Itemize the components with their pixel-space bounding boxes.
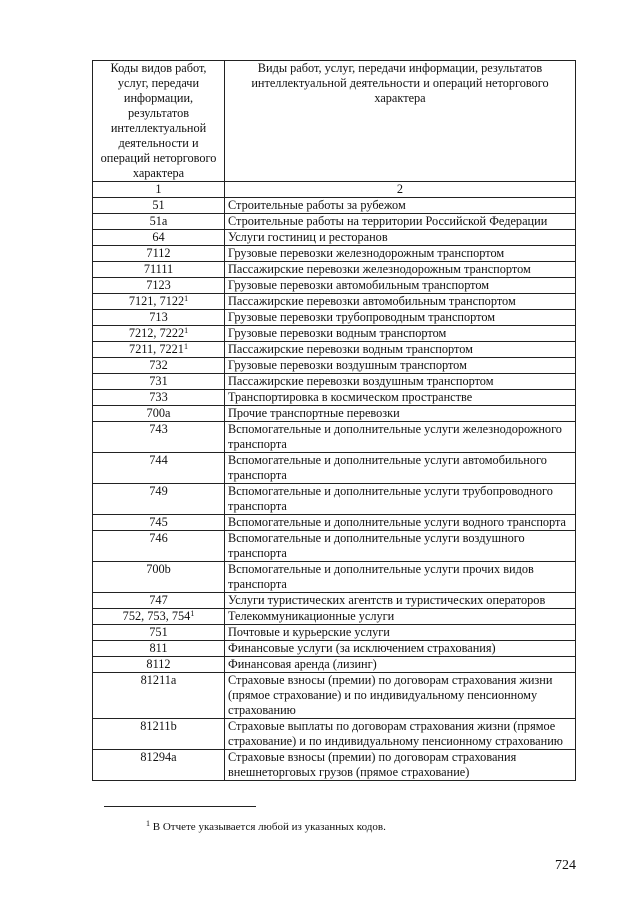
- row-code: [93, 719, 225, 750]
- table-row: [93, 390, 576, 406]
- table-row: [93, 310, 576, 326]
- row-description: Услуги гостиниц и ресторанов: [225, 230, 576, 246]
- row-description: Финансовая аренда (лизинг): [225, 657, 576, 673]
- table-row: [93, 294, 576, 310]
- table-row: [93, 406, 576, 422]
- row-description: Вспомогательные и дополнительные услуги автомобильного транспорта: [225, 453, 576, 484]
- column-number-row: [93, 182, 576, 198]
- row-code-text: 733: [149, 390, 168, 404]
- footnote-separator: [104, 806, 256, 807]
- row-code: [93, 294, 225, 310]
- row-code: [93, 562, 225, 593]
- row-code-text: 731: [149, 374, 168, 388]
- table-row: [93, 562, 576, 593]
- row-description: Грузовые перевозки трубопроводным транспортом: [225, 310, 576, 326]
- table-row: [93, 278, 576, 294]
- row-description: Вспомогательные и дополнительные услуги трубопроводного транспорта: [225, 484, 576, 515]
- row-description: Строительные работы за рубежом: [225, 198, 576, 214]
- row-description: Грузовые перевозки воздушным транспортом: [225, 358, 576, 374]
- row-description: Вспомогательные и дополнительные услуги воздушного транспорта: [225, 531, 576, 562]
- row-description: Пассажирские перевозки автомобильным транспортом: [225, 294, 576, 310]
- row-code: [93, 246, 225, 262]
- row-code: [93, 390, 225, 406]
- row-code-text: 81211b: [140, 719, 177, 733]
- row-code-text: 743: [149, 422, 168, 436]
- table-row: [93, 515, 576, 531]
- row-code: [93, 214, 225, 230]
- row-code: [93, 342, 225, 358]
- table-row: [93, 358, 576, 374]
- row-code: [93, 484, 225, 515]
- header-codes: Коды видов работ, услуг, передачи информации, результатов интеллектуальной деятельности и операций неторгового характера: [93, 61, 225, 182]
- row-code-text: 71111: [143, 262, 174, 276]
- table-row: [93, 641, 576, 657]
- row-code: [93, 230, 225, 246]
- row-code-text: 7211, 7221: [129, 342, 184, 356]
- table-row: [93, 374, 576, 390]
- row-code-text: 732: [149, 358, 168, 372]
- row-description: Страховые взносы (премии) по договорам страхования жизни (прямое страхование) и по индивидуальному пенсионному страхованию: [225, 673, 576, 719]
- row-description: Грузовые перевозки автомобильным транспортом: [225, 278, 576, 294]
- row-code-text: 752, 753, 754: [122, 609, 191, 623]
- footnote-text: В Отчете указывается любой из указанных кодов.: [150, 821, 386, 833]
- row-code-text: 7121, 7122: [128, 294, 185, 308]
- table-body: [93, 198, 576, 781]
- table-row: [93, 342, 576, 358]
- row-code: [93, 673, 225, 719]
- page-number: 724: [555, 858, 576, 873]
- row-code-footnote-marker: 1: [190, 609, 195, 618]
- row-code: [93, 750, 225, 781]
- row-code: [93, 198, 225, 214]
- table-row: [93, 625, 576, 641]
- footnote: [146, 821, 386, 833]
- row-code-text: 745: [149, 515, 168, 529]
- row-code-text: 7112: [146, 246, 171, 260]
- row-description: Пассажирские перевозки воздушным транспортом: [225, 374, 576, 390]
- table-row: [93, 246, 576, 262]
- row-code-text: 746: [149, 531, 168, 545]
- row-code-text: 51a: [149, 214, 168, 228]
- row-code: [93, 515, 225, 531]
- table-row: [93, 453, 576, 484]
- codes-table: [92, 60, 576, 781]
- row-code: [93, 326, 225, 342]
- table-row: [93, 673, 576, 719]
- table-row: [93, 719, 576, 750]
- row-code-text: 744: [149, 453, 168, 467]
- column-number-1: 1: [93, 182, 225, 198]
- row-description: Строительные работы на территории Российской Федерации: [225, 214, 576, 230]
- row-code: [93, 531, 225, 562]
- table-row: [93, 326, 576, 342]
- row-code-footnote-marker: 1: [184, 294, 189, 303]
- row-description: Страховые выплаты по договорам страхования жизни (прямое страхование) и по индивидуальному пенсионному страхованию: [225, 719, 576, 750]
- row-description: Телекоммуникационные услуги: [225, 609, 576, 625]
- table-header-row: [93, 61, 576, 182]
- row-code: [93, 422, 225, 453]
- row-description: Вспомогательные и дополнительные услуги железнодорожного транспорта: [225, 422, 576, 453]
- row-code-text: 8112: [146, 657, 171, 671]
- row-code: [93, 358, 225, 374]
- row-code-text: 811: [149, 641, 168, 655]
- table-row: [93, 422, 576, 453]
- row-code: [93, 406, 225, 422]
- row-description: Вспомогательные и дополнительные услуги прочих видов транспорта: [225, 562, 576, 593]
- table-row: [93, 214, 576, 230]
- table-row: [93, 484, 576, 515]
- column-number-2: 2: [225, 182, 576, 198]
- row-code: [93, 593, 225, 609]
- table-row: [93, 609, 576, 625]
- row-description: Пассажирские перевозки железнодорожным транспортом: [225, 262, 576, 278]
- row-code: [93, 625, 225, 641]
- row-code-text: 751: [149, 625, 168, 639]
- row-code-text: 700a: [146, 406, 171, 420]
- table-row: [93, 198, 576, 214]
- row-code-footnote-marker: 1: [184, 326, 189, 335]
- row-description: Финансовые услуги (за исключением страхования): [225, 641, 576, 657]
- row-code-text: 51: [152, 198, 165, 212]
- row-code: [93, 374, 225, 390]
- row-code-text: 713: [149, 310, 168, 324]
- footnote-marker: 1: [146, 819, 150, 828]
- row-description: Почтовые и курьерские услуги: [225, 625, 576, 641]
- table-row: [93, 657, 576, 673]
- row-code-text: 7123: [146, 278, 171, 292]
- row-code-text: 64: [152, 230, 165, 244]
- row-description: Вспомогательные и дополнительные услуги водного транспорта: [225, 515, 576, 531]
- row-description: Грузовые перевозки железнодорожным транспортом: [225, 246, 576, 262]
- row-code-text: 81211a: [140, 673, 177, 687]
- row-code: [93, 310, 225, 326]
- row-code-text: 81294a: [140, 750, 177, 764]
- table-row: [93, 262, 576, 278]
- row-code: [93, 641, 225, 657]
- row-code: [93, 262, 225, 278]
- row-code: [93, 609, 225, 625]
- row-description: Транспортировка в космическом пространстве: [225, 390, 576, 406]
- row-code-text: 749: [149, 484, 168, 498]
- row-description: Пассажирские перевозки водным транспортом: [225, 342, 576, 358]
- row-description: Прочие транспортные перевозки: [225, 406, 576, 422]
- row-code: [93, 657, 225, 673]
- row-description: Услуги туристических агентств и туристических операторов: [225, 593, 576, 609]
- row-code: [93, 278, 225, 294]
- table-row: [93, 531, 576, 562]
- row-description: Страховые взносы (премии) по договорам страхования внешнеторговых грузов (прямое страхование): [225, 750, 576, 781]
- table-row: [93, 750, 576, 781]
- header-types: Виды работ, услуг, передачи информации, результатов интеллектуальной деятельности и операций неторгового характера: [225, 61, 576, 182]
- table-row: [93, 230, 576, 246]
- row-code-text: 7212, 7222: [128, 326, 185, 340]
- row-code-footnote-marker: 1: [183, 342, 188, 351]
- row-description: Грузовые перевозки водным транспортом: [225, 326, 576, 342]
- row-code-text: 700b: [146, 562, 171, 576]
- row-code-text: 747: [149, 593, 168, 607]
- table-row: [93, 593, 576, 609]
- row-code: [93, 453, 225, 484]
